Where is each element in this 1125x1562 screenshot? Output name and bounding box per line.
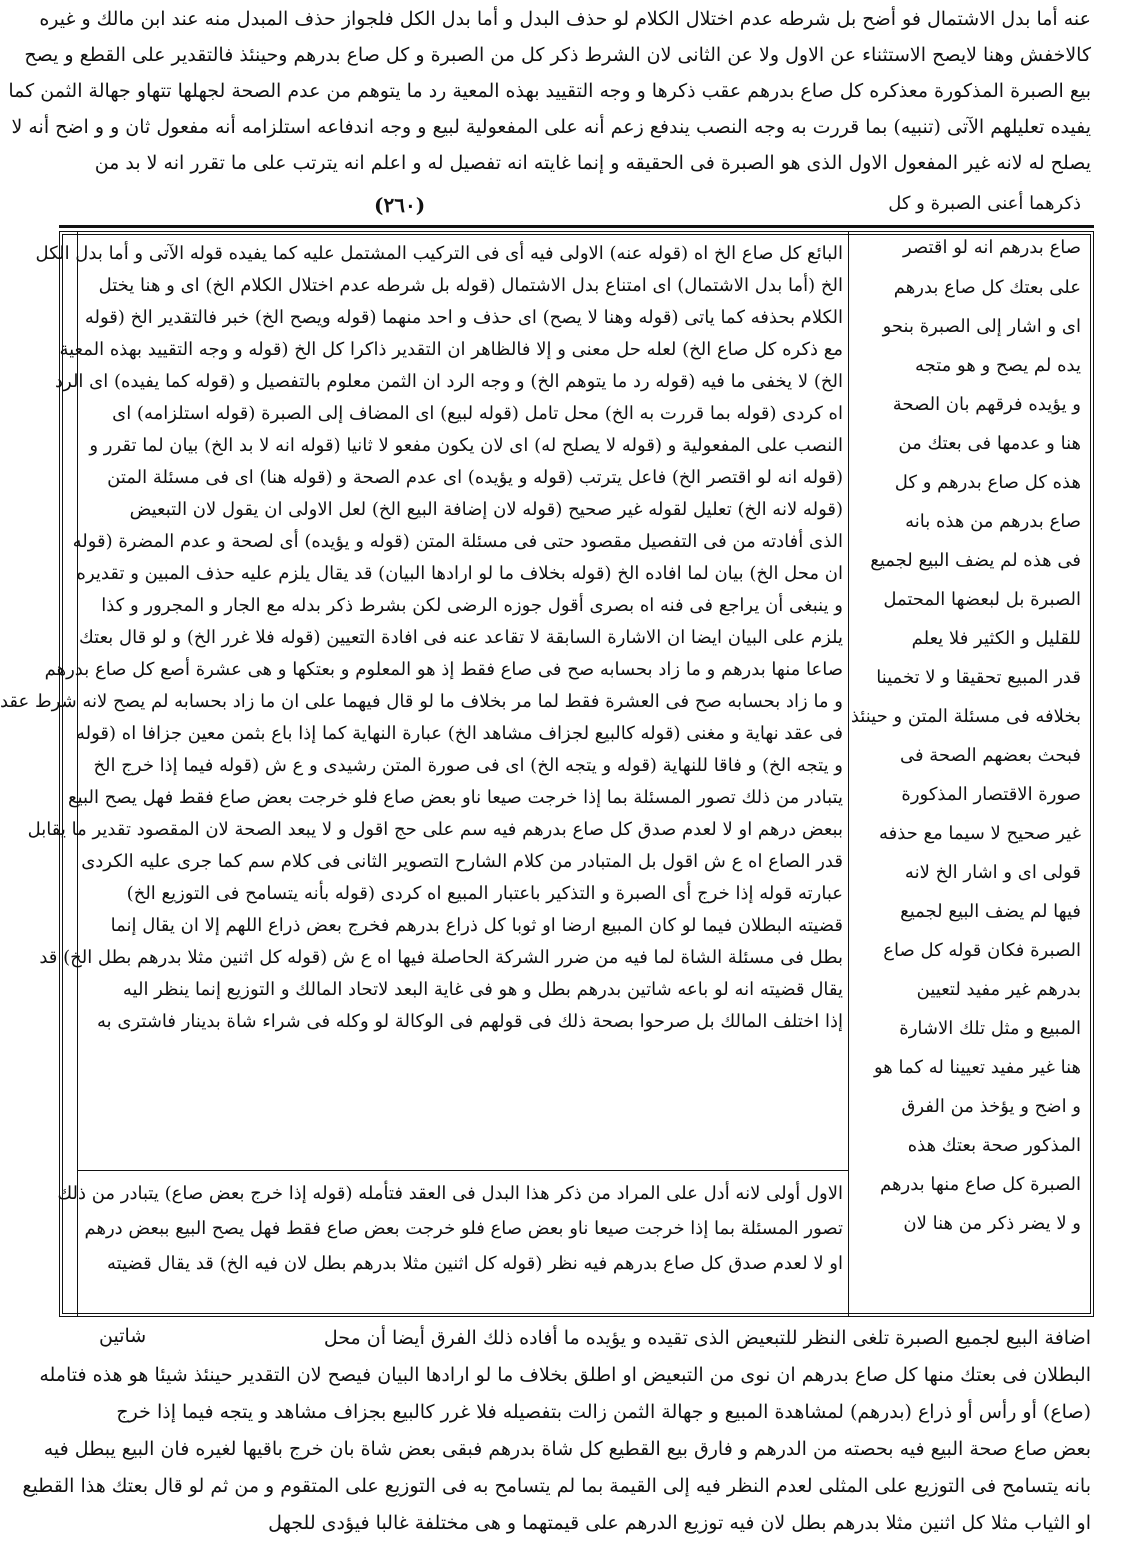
footer-note: شاتين: [99, 1325, 147, 1347]
body-line: النصب على المفعولية و (قوله لا يصلح له) اى لان يكون مفعو لا ثانيا (قوله انه لا بد الخ) بيان لما تقرر و: [89, 435, 843, 456]
body-line: الخ) لا يخفى ما فيه (قوله رد ما يتوهم الخ) و وجه الرد ان الثمن معلوم بالتفصيل و (قوله كما يفيده) اى الرد: [55, 371, 843, 392]
body-lower-line: الاول أولى لانه أدل على المراد من ذكر هذا البدل فى العقد فتأمله (قوله إذا خرج بعض صاع) يتبادر من ذلك: [57, 1183, 843, 1204]
side-line: صاع بدرهم انه لو اقتصر: [902, 237, 1081, 258]
side-line: المبيع و مثل تلك الاشارة: [899, 1018, 1081, 1039]
body-line: (قوله لانه الخ) تعليل لقوله غير صحيح (قوله لان إضافة البيع الخ) لعل الاولى ان يقول لان التبعيض: [129, 499, 843, 520]
body-line: بطل فى مسئلة الشاة لما فيه من ضرر الشركة الحاصلة فيها اه ع ش (قوله كل اثنين مثلا بدرهم بطل الخ) قد: [39, 947, 843, 968]
side-line: و يؤيده فرقهم بان الصحة: [892, 394, 1081, 415]
side-line: الصبرة فكان قوله كل صاع: [883, 940, 1081, 961]
body-line: و ينبغى أن يراجع فى فنه اه بصرى أقول جوزه الرضى لكن بشرط ذكر بدله مع الجار و المجرور و كذا: [101, 595, 843, 616]
side-line: صاع بدرهم من هذه بانه: [905, 511, 1081, 532]
side-line: بدرهم غير مفيد لتعيين: [916, 979, 1081, 1000]
side-line: اى و اشار إلى الصبرة بنحو: [882, 316, 1081, 337]
body-line: البائع كل صاع الخ اه (قوله عنه) الاولى فيه أى فى التركيب المشتمل عليه كما يفيده قوله الآتى و أما بدل الكل: [35, 243, 843, 264]
page-number: (٢٦٠): [374, 193, 426, 217]
body-lower-line: او لا لعدم صدق كل صاع بدرهم فيه نظر (قوله كل اثنين مثلا بدرهم بطل لان فيه الخ) قد يقال قضيته: [106, 1253, 843, 1274]
body-line: و يتجه الخ) و فاقا للنهاية (قوله و يتجه الخ) اى فى صورة المتن رشيدى و ع ش (قوله فيما إذا خرج الخ: [93, 755, 843, 776]
body-line: الذى أفادته من فى التفصيل مقصود حتى فى مسئلة المتن (قوله و يؤيده) أى لصحة و عدم المضرة (قوله: [72, 531, 843, 552]
footer-line: (صاع) أو رأس أو ذراع (بدرهم) لمشاهدة المبيع و جهالة الثمن زالت بتفصيله فلا غرر كالبيع بجزاف مشاهد و يتجه فيما إذا خرج: [116, 1401, 1091, 1423]
side-line: الصبرة بل لبعضها المحتمل: [883, 589, 1081, 610]
header-line: كالاخفش وهنا لايصح الاستثناء عن الاول ولا عن الثانى لان الشرط ذكر كل من الصبرة و كل صاع بدرهم وحينئذ فالتقدير على القطع و يصح: [24, 44, 1091, 66]
side-line: على بعتك كل صاع بدرهم: [893, 277, 1081, 298]
header-line: بيع الصبرة المذكورة معذكره كل صاع بدرهم عقب ذكرها و وجه التقييد بهذه المعية رد ما يتوهم من عدم الصحة لجهلها تتهاو جهالة الثمن كما: [8, 80, 1091, 102]
side-line: قولى اى و اشار الخ لانه: [904, 862, 1081, 883]
body-line: الخ (أما بدل الاشتمال) اى امتناع بدل الاشتمال (قوله بل شرطه عدم اختلال الكلام الخ) اى و هنا يختل: [98, 275, 843, 296]
side-line: صورة الاقتصار المذكورة: [901, 784, 1081, 805]
side-line: المذكور صحة بعتك هذه: [907, 1135, 1081, 1156]
header-line: يفيده تعليلهم الآتى (تنبيه) بما قررت به وجه النصب يندفع زعم أنه على المفعولية لبيع و وجه اندفاعه استلزامه أنه مفعول ثان و و اضح أنه لا: [11, 116, 1091, 138]
body-line: صاعا منها بدرهم و ما زاد بحسابه صح فى صاع فقط إذ هو المعلوم و بعتكها و هى عشرة أصع كل صاع بدرهم: [44, 659, 843, 680]
footer-line: بانه يتسامح فى التوزيع على المثلى لعدم النظر فيه إلى القيمة بما لم يتسامح به فى التوزيع على المتقوم و من ثم لو قال بعتك هذا القطيع: [22, 1475, 1091, 1497]
body-line: إذا اختلف المالك بل صرحوا بصحة ذلك فى قولهم فى الوكالة لو وكله فى شراء شاة بدينار فاشترى به: [97, 1011, 843, 1032]
header-line: عنه أما بدل الاشتمال فو أضح بل شرطه عدم اختلال الكلام لو حذف البدل و أما بدل الكل فلجواز حذف المبدل منه عند ابن مالك و غيره: [39, 8, 1091, 30]
body-line: اه كردى (قوله بما قررت به الخ) محل تامل (قوله لبيع) اى المضاف إلى الصبرة (قوله استلزامه) اى: [112, 403, 843, 424]
side-line: قدر المبيع تحقيقا و لا تخمينا: [876, 667, 1081, 688]
body-line: الكلام بحذفه كما ياتى (قوله وهنا لا يصح) اى حذف و احد منهما (قوله ويصح الخ) خبر فالتقدير الخ (قوله: [84, 307, 843, 328]
footer-line: بعض صاع صحة البيع فيه بحصته من الدرهم و فارق بيع القطيع كل شاة بدرهم فبقى بعض شاة بان خرج باقيها لغيره فان البيع يبطل فيه: [43, 1438, 1091, 1460]
body-line: (قوله انه لو اقتصر الخ) فاعل يترتب (قوله و يؤيده) اى عدم الصحة و (قوله هنا) اى فى مسئلة المتن: [107, 467, 843, 488]
body-line: و ما زاد بحسابه صح فى العشرة فقط لما مر بخلاف ما لو قال فيهما على ان ما زاد بحسابه لم يصح لانه شرط عقد: [0, 691, 843, 712]
inner-rule: [77, 1170, 849, 1171]
side-line: فبحث بعضهم الصحة فى: [899, 745, 1081, 766]
side-line: غير صحيح لا سيما مع حذفه: [878, 823, 1081, 844]
side-line: للقليل و الكثير فلا يعلم: [911, 628, 1081, 649]
body-line: قضيته البطلان فيما لو كان المبيع ارضا او ثوبا كل ذراع بدرهم فخرج بعض ذراع اللهم إلا ان يقال إنما: [110, 915, 843, 936]
side-line: ذكرهما أعنى الصبرة و كل: [888, 193, 1081, 214]
side-line: هذه كل صاع بدرهم و كل: [894, 472, 1081, 493]
body-line: ببعض درهم او لا لعدم صدق كل صاع بدرهم فيه سم على حج اقول و لا يبعد الصحة لان المقصود تقدير ما يقابل: [27, 819, 843, 840]
body-line: يقال قضيته انه لو باعه شاتين بدرهم بطل و هو فى غاية البعد لاتحاد المالك و التوزيع إنما ينظر اليه: [122, 979, 843, 1000]
side-line: هنا غير مفيد تعيينا له كما هو: [874, 1057, 1081, 1078]
body-line: فى عقد نهاية و مغنى (قوله كالبيع لجزاف مشاهد الخ) عبارة النهاية كما إذا باع بثمن معين جزافا اه (قوله: [75, 723, 843, 744]
body-line: يلزم على البيان ايضا ان الاشارة السابقة لا تقاعد عنه فى افادة التعيين (قوله فلا غرر الخ) و لو قال بعتك: [79, 627, 843, 648]
body-line: يتبادر من ذلك تصور المسئلة بما إذا خرجت صيعا ناو بعض صاع فلو خرجت بعض صاع فقط فهل يصح البيع: [68, 787, 843, 808]
body-lower-line: تصور المسئلة بما إذا خرجت صيعا ناو بعض صاع فلو خرجت بعض صاع فقط فهل يصح البيع ببعض درهم: [84, 1218, 843, 1239]
side-line: بخلافه فى مسئلة المتن و حينئذ: [850, 706, 1081, 727]
header-line: يصلح له لانه غير المفعول الاول الذى هو الصبرة فى الحقيقه و إنما غايته انه تفصيل له و اعلم انه يترتب على ما تقرر انه لا بد من: [94, 152, 1091, 174]
side-line: فى هذه لم يضف البيع لجميع: [870, 550, 1081, 571]
header-separator: [59, 225, 1094, 228]
footer-line: او الثياب مثلا كل اثنين مثلا بدرهم بطل لان فيه توزيع الدرهم على قيمتهما و هى مختلفة غالبا فيؤدى للجهل: [268, 1512, 1091, 1534]
footer-line: البطلان فى بعتك منها كل صاع بدرهم ان نوى من التبعيض او اطلق بخلاف ما لو ارادها البيان فيصح لان التقدير حينئذ شيئا هو هذه فتامله: [39, 1364, 1091, 1386]
side-line: الصبرة كل صاع منها بدرهم: [880, 1174, 1081, 1195]
body-line: قدر الصاع اه ع ش اقول بل المتبادر من كلام الشارح التصوير الثانى فى كلام سم كما جرى عليه الكردى: [81, 851, 843, 872]
body-line: مع ذكره كل صاع الخ) لعله حل معنى و إلا فالظاهر ان التقدير ذاكرا كل الخ (قوله و وجه التقييد بهذه المعية: [59, 339, 843, 360]
side-line: يده لم يصح و هو متجه: [914, 355, 1081, 376]
footer-line: اضافة البيع لجميع الصبرة تلغى النظر للتبعيض الذى تقيده و يؤيده ما أفاده ذلك الفرق أيضا أن محل: [323, 1327, 1091, 1349]
side-line: و اضح و يؤخذ من الفرق: [901, 1096, 1081, 1117]
body-line: عبارته قوله إذا خرج أى الصبرة و التذكير باعتبار المبيع اه كردى (قوله بأنه يتسامح فى التوزيع الخ): [126, 883, 843, 904]
side-line: و لا يضر ذكر من هنا لان: [903, 1213, 1081, 1234]
side-line: هنا و عدمها فى بعتك من: [898, 433, 1081, 454]
side-line: فيها لم يضف البيع لجميع: [900, 901, 1081, 922]
body-line: ان محل الخ) بيان لما افاده الخ (قوله بخلاف ما لو ارادها البيان) قد يقال يلزم عليه حذف المبين و تقديره: [76, 563, 843, 584]
